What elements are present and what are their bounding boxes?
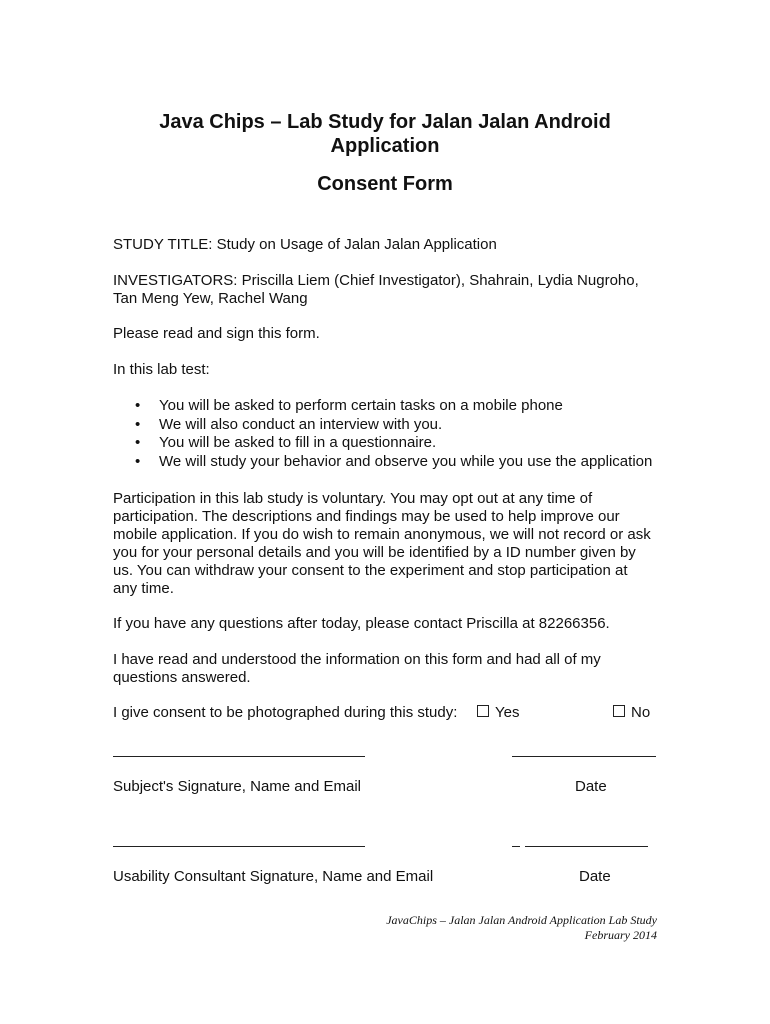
photo-consent-no-option[interactable] xyxy=(613,704,650,722)
bullet-text: We will study your behavior and observe you while you use the application xyxy=(159,452,653,470)
no-checkbox[interactable] xyxy=(613,705,625,717)
contact-text: If you have any questions after today, please contact Priscilla at 82266356. xyxy=(113,615,610,632)
yes-checkbox[interactable] xyxy=(477,705,489,717)
subject-signature-label: Subject's Signature, Name and Email xyxy=(113,778,361,795)
paragraph-line: you for your personal details and you will be identified by a ID number given by xyxy=(113,544,636,561)
bullet-text: You will be asked to perform certain tasks on a mobile phone xyxy=(159,397,563,414)
subject-date-line[interactable] xyxy=(512,756,656,757)
consultant-date-line[interactable] xyxy=(525,846,648,847)
bullet-marker: • xyxy=(135,434,141,451)
footer-line-1: JavaChips – Jalan Jalan Android Application Lab Study xyxy=(386,913,657,927)
lab-test-bullet-list xyxy=(113,397,652,471)
paragraph-line: mobile application. If you do wish to remain anonymous, we will not record or ask xyxy=(113,526,651,543)
subject-signature-line[interactable] xyxy=(113,756,365,757)
lab-test-intro: In this lab test: xyxy=(113,361,210,378)
instruction-text: Please read and sign this form. xyxy=(113,325,320,342)
list-item xyxy=(113,397,652,416)
bullet-text: We will also conduct an interview with you. xyxy=(159,415,443,433)
bullet-text: You will be asked to fill in a questionnaire. xyxy=(159,434,437,451)
photo-consent-yes-option[interactable] xyxy=(477,704,519,722)
consultant-date-label: Date xyxy=(579,868,611,885)
list-item xyxy=(113,416,652,435)
paragraph-line: us. You can withdraw your consent to the experiment and stop participation at xyxy=(113,562,628,579)
list-item xyxy=(113,434,652,453)
photo-consent-row xyxy=(113,704,673,724)
bullet-marker: • xyxy=(135,415,141,433)
bullet-marker: • xyxy=(135,397,141,414)
no-label: No xyxy=(631,704,651,721)
paragraph-line: I have read and understood the information on this form and had all of my xyxy=(113,651,601,668)
paragraph-line: questions answered. xyxy=(113,669,251,686)
paragraph-line: participation. The descriptions and findings may be used to help improve our xyxy=(113,508,620,525)
study-title: STUDY TITLE: Study on Usage of Jalan Jalan Application xyxy=(113,236,497,253)
consultant-date-line-short xyxy=(512,846,520,847)
bullet-marker: • xyxy=(135,452,141,470)
title-line-1: Java Chips – Lab Study for Jalan Jalan Android xyxy=(159,111,611,133)
acknowledgement-paragraph xyxy=(113,651,653,687)
subject-date-label: Date xyxy=(575,778,607,795)
paragraph-line: Participation in this lab study is voluntary. You may opt out at any time of xyxy=(113,490,593,507)
investigators-line-2: Tan Meng Yew, Rachel Wang xyxy=(113,290,308,307)
footer-line-2: February 2014 xyxy=(584,928,657,942)
investigators-line-1: INVESTIGATORS: Priscilla Liem (Chief Investigator), Shahrain, Lydia Nugroho, xyxy=(113,272,639,289)
page-footer xyxy=(386,913,657,943)
photo-consent-label: I give consent to be photographed during this study: xyxy=(113,704,458,721)
document-subtitle: Consent Form xyxy=(317,173,453,195)
participation-paragraph xyxy=(113,490,653,598)
consultant-signature-label: Usability Consultant Signature, Name and Email xyxy=(113,868,434,885)
paragraph-line: any time. xyxy=(113,580,174,597)
yes-label: Yes xyxy=(495,704,520,721)
list-item xyxy=(113,453,652,472)
document-title xyxy=(100,110,670,158)
consultant-signature-line[interactable] xyxy=(113,846,365,847)
title-line-2: Application xyxy=(330,135,440,157)
